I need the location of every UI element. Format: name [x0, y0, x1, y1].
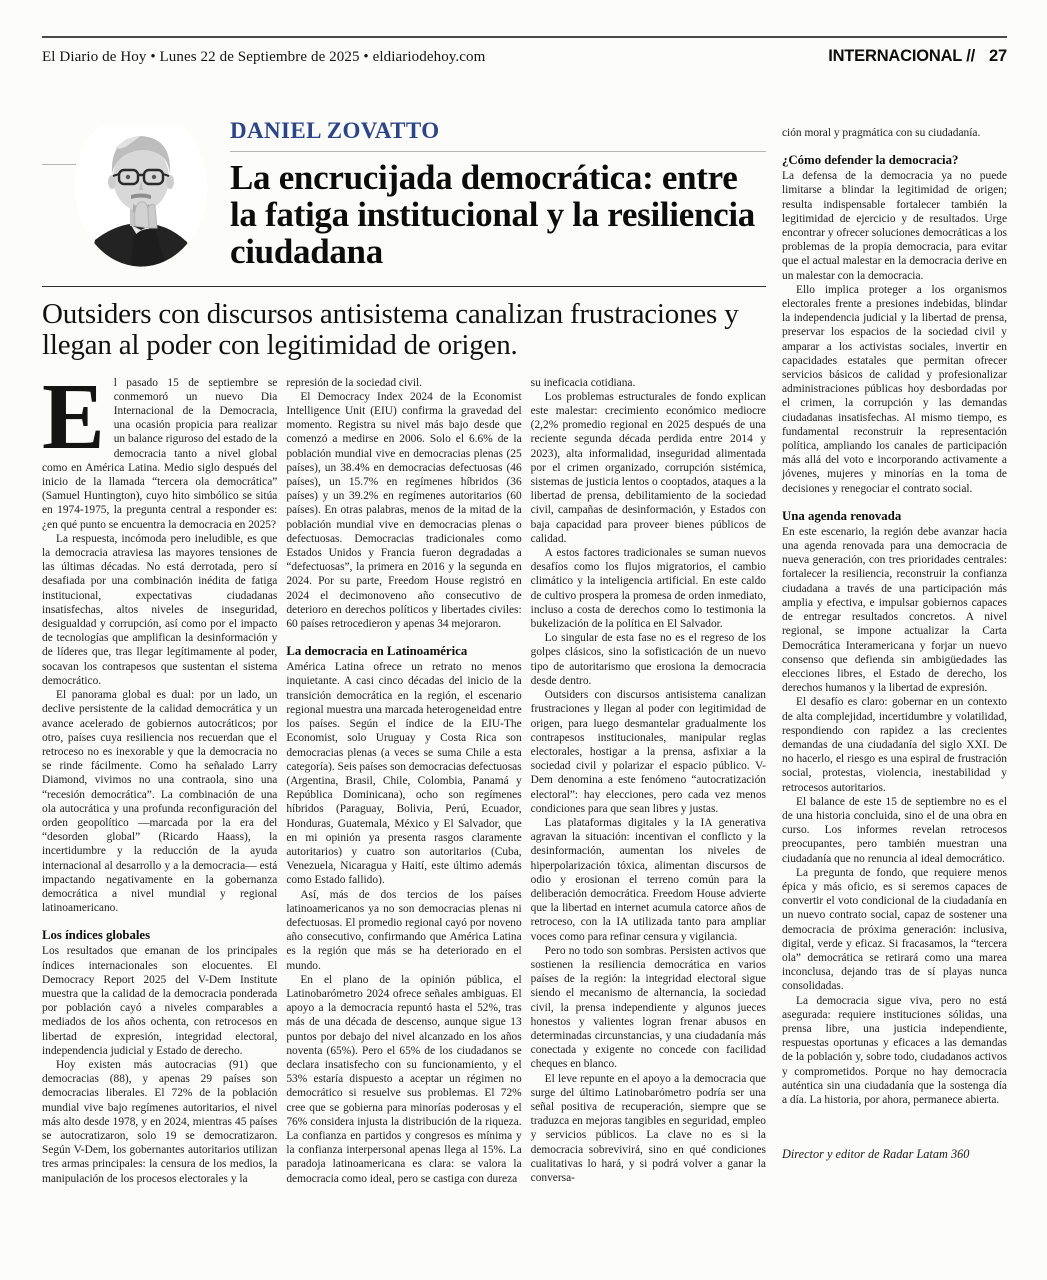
text-column-4 — [782, 126, 1007, 1175]
page-number: 27 — [989, 47, 1007, 65]
section-heading: ¿Cómo defender la democracia? — [782, 153, 959, 168]
body-paragraph: La pregunta de fondo, que requiere menos épica y más oficio, es si seremos capaces de convertir el voto condicional de la ciudadanía en un nuevo contrato social, capaz de sostener una democracia de próxima generación: inclusiva, digital, verde y eficaz. Si fracasamos, la “tercera ola” democrática se retirará como una marea inconclusa, dejando tras de sí playas nunca consolidadas. — [782, 866, 1007, 993]
author-name: DANIEL ZOVATTO — [230, 118, 766, 152]
body-paragraph: La democracia sigue viva, pero no está asegurada: requiere instituciones sólidas, una prensa libre, una justicia independiente, respuestas oportunas y eficaces a las demandas de la población y, sobre todo, ciudadanos activos y comprometidos. Porque no hay democracia auténtica sin una ciudadanía que la sostenga día a día. La historia, por ahora, permanece abierta. — [782, 994, 1007, 1106]
body-columns — [42, 364, 766, 1186]
body-paragraph: Así, más de dos tercios de los países latinoamericanos ya no son democracias plenas ni defectuosas. El promedio regional cayó por noveno año consecutivo, confirmando que América Latina es la región que más se ha deteriorado en el mundo. — [286, 888, 522, 972]
body-paragraph: La respuesta, incómoda pero ineludible, es que la democracia atraviesa las mayores tensiones de las últimas décadas. No está derrotada, pero sí desafiada por una combinación inédita de fatiga institucional, expectativas ciudadanas insatisfechas, altos niveles de inseguridad, desigualdad y corrupción, así como por el impacto de tecnologías que amplifican la desinformación y de líderes que, tras llegar legítimamente al poder, socavan los contrapesos que sustentan el sistema democrático. — [42, 532, 278, 687]
body-paragraph: El leve repunte en el apoyo a la democracia que surge del último Latinobarómetro podría ser una señal positiva de recuperación, siempre que se traduzca en mejoras tangibles en seguridad, empleo y servicios públicos. La clave no es si la democracia sobrevivirá, sino en qué condiciones cualitativas lo hará, y si podrá volver a ganar la conversa- — [530, 1072, 766, 1184]
article-main — [42, 118, 766, 1186]
author-photo — [75, 126, 207, 268]
section-header — [828, 47, 1007, 66]
body-paragraph: En este escenario, la región debe avanzar hacia una agenda renovada para una democracia de nueva generación, con tres prioridades centrales: fortalecer la resiliencia, reconstruir la confianza ciudadana a través de una participación más amplia y efectiva, e impulsar gobiernos capaces de entregar resultados concretos. A nivel regional, se impone actualizar la Carta Democrática Interamericana y forjar un nuevo consenso que defienda sin ambigüedades las elecciones libres, el Estado de derecho, los derechos humanos y la libertad de expresión. — [782, 525, 1007, 695]
masthead-rule — [42, 36, 1007, 38]
drop-cap: E — [42, 364, 105, 469]
body-paragraph: Ello implica proteger a los organismos electorales frente a presiones indebidas, blindar la independencia judicial y la libertad de prensa, preservar los espacios de la sociedad civil y amparar a los activistas sociales, invertir en capacidades estatales que permitan ofrecer servicios básicos de calidad y profesionalizar administraciones públicas hoy desbordadas por el crimen, la corrupción y las demandas ciudadanas insatisfechas. Al mismo tiempo, es fundamental reconstruir la representación política, ampliando los canales de participación más allá del voto e incorporando activamente a jóvenes, mujeres y minorías en la toma de decisiones y renegociar el contrato social. — [782, 283, 1007, 495]
text-column-2 — [286, 376, 521, 1186]
body-paragraph: El balance de este 15 de septiembre no es el de una historia concluida, sino el de una obra en curso. Los informes revelan retrocesos preocupantes, pero también muestran una ciudadanía que no renuncia al ideal democrático. — [782, 795, 1007, 865]
decorative-rule — [42, 164, 76, 165]
portrait-image — [75, 126, 207, 268]
article-deck: Outsiders con discursos antisistema canalizan frustraciones y llegan al poder con legitimidad de origen. — [42, 298, 739, 362]
article-header — [42, 118, 766, 274]
body-paragraph: Outsiders con discursos antisistema canalizan frustraciones y llegan al poder con legitimidad de origen, para luego desmantelar gradualmente los contrapesos institucionales, manipular reglas electorales, hostigar a la prensa, asfixiar a la sociedad civil y polarizar el espacio público. V-Dem denomina a este fenómeno “autocratización electoral”: hay elecciones, pero cada vez menos condiciones para que sean libres y justas. — [530, 689, 766, 815]
header-text — [230, 118, 766, 270]
title-divider — [42, 286, 766, 287]
body-paragraph: América Latina ofrece un retrato no menos inquietante. A casi cinco décadas del inicio de la transición democrática en la región, el escenario regional muestra una marcada heterogeneidad entre los países. Según el índice de la EIU-The Economist, solo Uruguay y Costa Rica son democracias plenas (a veces se suma Chile a esta categoría). Seis países son democracias defectuosas (Argentina, Brasil, Chile, Colombia, Panamá y República Dominicana), ocho son regímenes híbridos (Paraguay, Bolivia, Perú, Ecuador, Honduras, Guatemala, México y El Salvador, que en mi opinión ya presenta rasgos claramente autoritarios) y cuatro son autoritarios (Cuba, Venezuela, Nicaragua y Haití, este último además como Estado fallido). — [286, 661, 522, 887]
text-column-1 — [42, 364, 278, 1186]
body-paragraph: A estos factores tradicionales se suman nuevos desafíos como los flujos migratorios, el cambio climático y la inteligencia artificial. En este caldo de cultivo prospera la promesa de orden inmediato, incluso a costa de derechos como lo testimonia la bukelización de la política en El Salvador. — [530, 547, 766, 631]
section-name: INTERNACIONAL // — [828, 47, 976, 65]
author-signature: Director y editor de Radar Latam 360 — [782, 1147, 970, 1162]
body-paragraph: ción moral y pragmática con su ciudadanía. — [782, 127, 981, 139]
article-title: La encrucijada democrática: entre la fatiga institucional y la resiliencia ciudadana — [230, 158, 755, 271]
section-heading: La democracia en Latinoamérica — [286, 644, 468, 659]
body-paragraph: Las plataformas digitales y la IA generativa agravan la situación: incentivan el conflicto y la desinformación, aumentan los niveles de hiperpolarización tóxica, alimentan discursos de odio y erosionan el terreno común para la deliberación democrática. Freedom House advierte que la libertad en internet acumula catorce años de retroceso, con la IA utilizada tanto para ampliar voces como para refinar censura y vigilancia. — [530, 816, 766, 943]
body-paragraph: Los problemas estructurales de fondo explican este malestar: crecimiento económico mediocre (2,2% promedio regional en 2025 después de una reciente segunda década perdida entre 2014 y 2023), alta informalidad, inseguridad alimentada por el crimen organizado, corrupción sistémica, sistemas de justicia lentos o cooptados, ataques a la libertad de prensa, debilitamiento de la sociedad civil, campañas de desinformación, y Estados con baja capacidad para proveer bienes públicos de calidad. — [530, 390, 766, 545]
body-paragraph: El panorama global es dual: por un lado, un declive persistente de la calidad democrática y un avance acelerado de gobiernos autocráticos; por otro, países cuya resiliencia nos recuerdan que el retroceso no es inexorable y que la democracia no se rinde fácilmente. Como ha señalado Larry Diamond, vivimos no una contraola, sino una “recesión democrática”. La combinación de una ola autocrática y una profunda reconfiguración del orden geopolítico —marcada por la era del “desorden global” (Ricardo Haass), la incertidumbre y la reducción de la ayuda internacional al desarrollo y a la democracia— está impactando negativamente en la gobernanza democrática a nivel mundial y regional latinoamericano. — [42, 689, 278, 915]
body-paragraph: El Democracy Index 2024 de la Economist Intelligence Unit (EIU) confirma la gravedad del momento. Registra su nivel más bajo desde que comenzó a medirse en 2006. Solo el 6.6% de la población mundial vive en democracias plenas (25 países), un 38.4% en democracias defectuosas (46 países), un 15.7% en regímenes híbridos (36 países) y un 39.2% en regímenes autoritarios (60 países). En otras palabras, menos de la mitad de la población mundial vive en democracias plenas o defectuosas. Democracias tradicionales como Estados Unidos y Francia fueron degradadas a “defectuosas”, la primera en 2016 y la segunda en 2024. Por su parte, Freedom House registró en 2024 el decimonoveno año consecutivo de deterioro en derechos políticos y libertades civiles: 60 países retrocedieron y apenas 34 mejoraron. — [286, 390, 522, 631]
body-paragraph: El desafío es claro: gobernar en un contexto de alta complejidad, incertidumbre y volatilidad, respondiendo con rapidez a las crecientes demandas de una ciudadanía del siglo XXI. De no hacerlo, el riesgo es una espiral de frustración social, protestas, violencia, inestabilidad y retrocesos autoritarios. — [782, 696, 1007, 794]
masthead — [42, 47, 1007, 66]
body-paragraph: En el plano de la opinión pública, el Latinobarómetro 2024 ofrece señales ambiguas. El apoyo a la democracia repuntó hasta el 52%, tras más de una década de descenso, aunque sigue 13 puntos por debajo del nivel alcanzado en los años noventa (65%). Pero el 65% de los ciudadanos se declara insatisfecho con su funcionamiento, y el 53% estaría dispuesto a aceptar un régimen no democrático si resuelve sus problemas. El 72% cree que se gobierna para minorías poderosas y el 76% considera injusta la distribución de la riqueza. La confianza en partidos y congresos es mínima y la confianza interpersonal apenas llega al 15%. La paradoja latinoamericana es clara: se valora la democracia como ideal, pero se castiga con dureza — [286, 973, 522, 1185]
masthead-info: El Diario de Hoy • Lunes 22 de Septiembre de 2025 • eldiariodehoy.com — [42, 49, 486, 65]
body-paragraph: Pero no todo son sombras. Persisten activos que sostienen la resiliencia democrática en varios países de la región: la integridad electoral sigue siendo el mecanismo de alternancia, la sociedad civil, la prensa independiente y algunos jueces honestos y valientes logran frenar abusos en determinadas circunstancias, y una ciudadanía más conectada y exigente no concede con facilidad cheques en blanco. — [530, 944, 766, 1071]
body-paragraph: La defensa de la democracia ya no puede limitarse a blindar la legitimidad de origen; resulta indispensable fortalecer también la legitimidad de ejercicio y de resultados. Urge encontrar y ofrecer soluciones democráticas a los problemas de la propia democracia, para evitar que el actual malestar en la democracia derive en un malestar con la democracia. — [782, 170, 1007, 282]
body-paragraph: su ineficacia cotidiana. — [530, 376, 636, 389]
section-heading: Una agenda renovada — [782, 508, 902, 523]
body-paragraph: Lo singular de esta fase no es el regreso de los golpes clásicos, sino la sofisticación de un nuevo tipo de autoritarismo que erosiona la democracia desde dentro. — [530, 632, 766, 687]
body-paragraph: El pasado 15 de septiembre se conmemoró un nuevo Dia Internacional de la Democracia, una ocasión propicia para realizar un balance riguroso del estado de la democracia tanto a nivel global como en América Latina. Medio siglo después del inicio de la llamada “tercera ola democrática” (Samuel Huntington), cuyo hito simbólico se sitúa en 1974-1975, la pregunta central a responder es: ¿en qué punto se encuentra la democracia en 2025? — [42, 364, 278, 531]
body-paragraph: Los resultados que emanan de los principales índices internacionales son elocuentes. El Democracy Report 2025 del V-Dem Institute muestra que la calidad de la democracia ponderada por población cayó a niveles comparables a mediados de los años ochenta, con retrocesos en libertad de expresión, integridad electoral, independencia judicial y Estado de derecho. — [42, 945, 278, 1057]
body-paragraph: Hoy existen más autocracias (91) que democracias (88), y apenas 29 países son democracias liberales. El 72% de la población mundial vive bajo regímenes autoritarios, el nivel más alto desde 1978, y en 2024, mientras 45 países se autocratizaron, solo 19 se democratizaron. Según V-Dem, los gobernantes autoritarios utilizan tres armas principales: la censura de los medios, la manipulación de los procesos electorales y la — [42, 1058, 278, 1185]
section-heading: Los índices globales — [42, 928, 151, 943]
text-column-3 — [531, 376, 766, 1186]
body-paragraph: represión de la sociedad civil. — [286, 376, 423, 389]
